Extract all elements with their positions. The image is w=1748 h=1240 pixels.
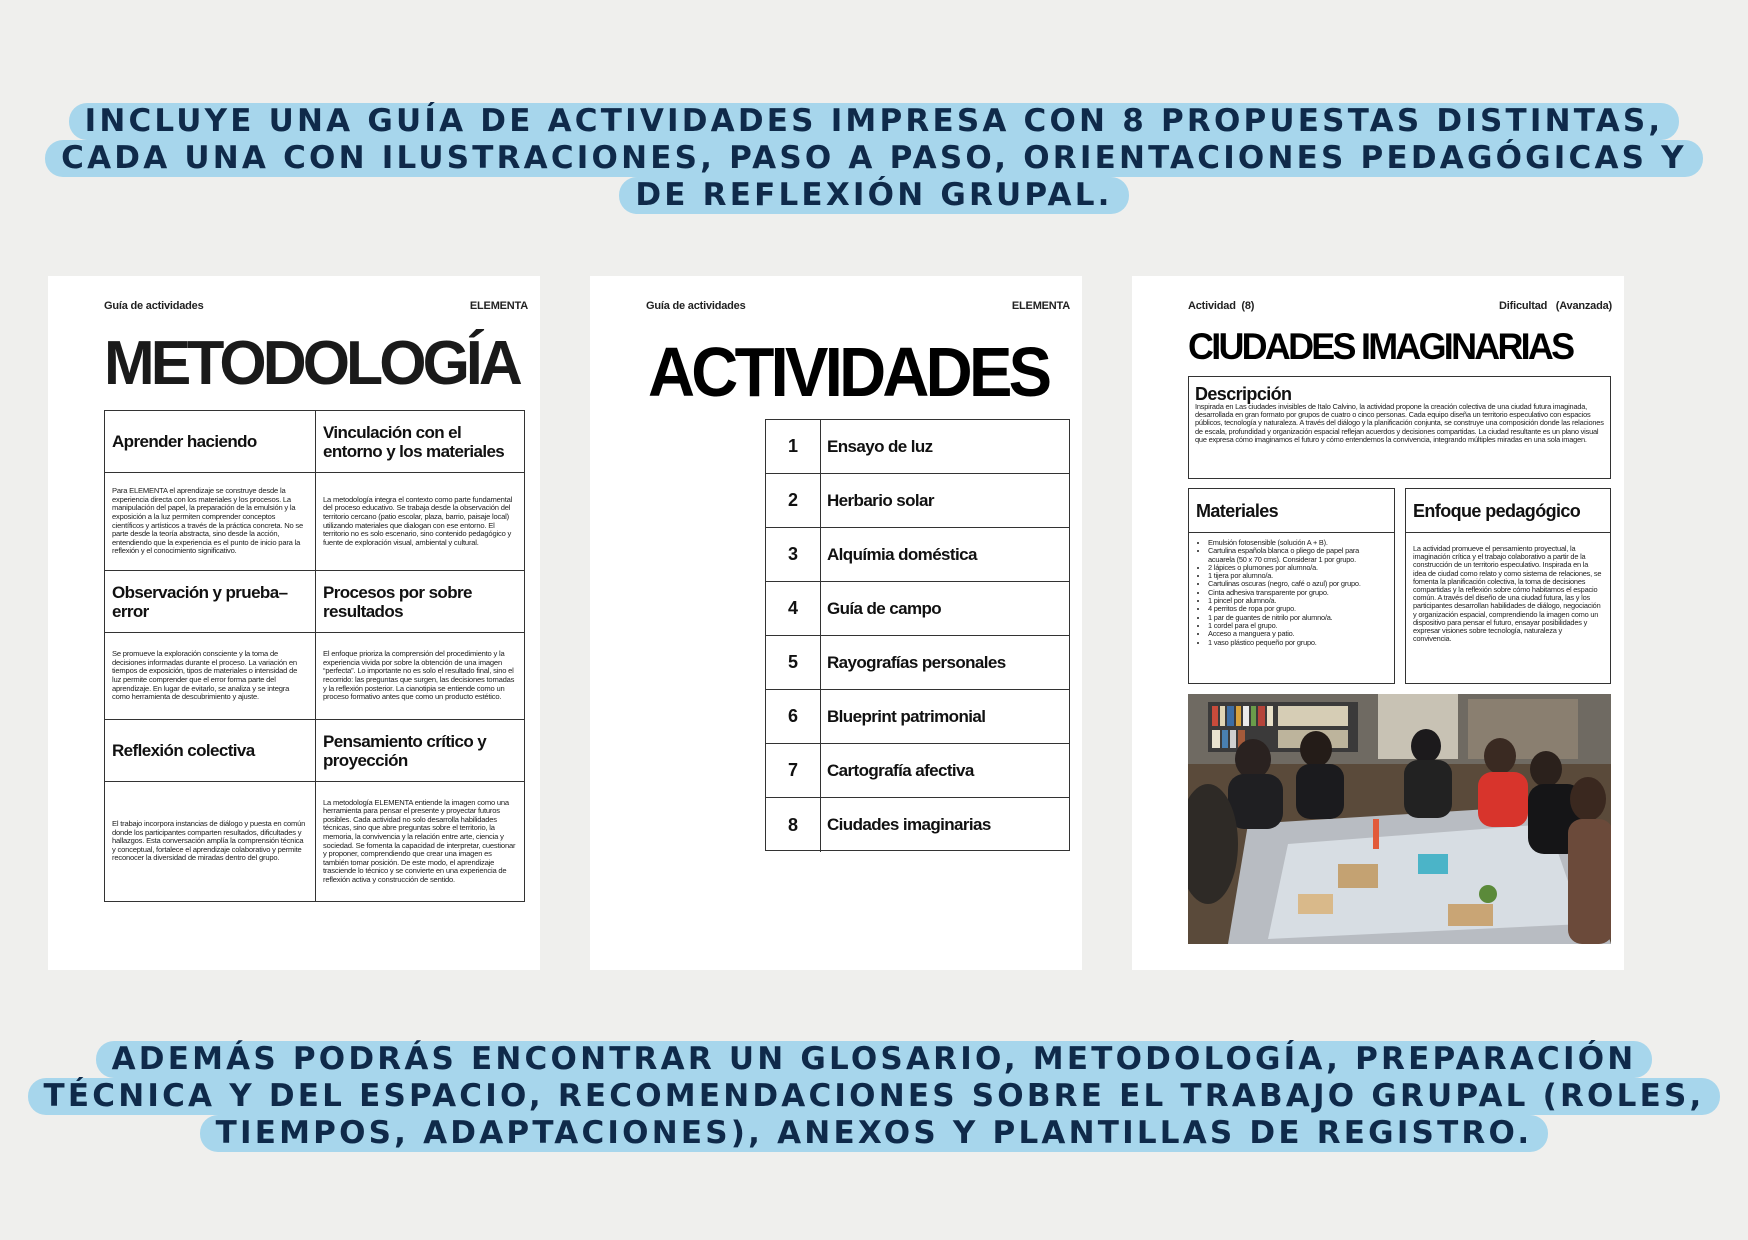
activity-row [766, 420, 1069, 474]
method-heading: Pensamiento crítico y proyección [316, 720, 524, 782]
activity-row [766, 474, 1069, 528]
page-header-left: Guía de actividades [104, 300, 204, 312]
activity-number: 1 [766, 420, 821, 473]
activity-number: 3 [766, 528, 821, 581]
page-actividades [590, 276, 1082, 970]
description-text: Inspirada en Las ciudades invisibles de Italo Calvino, la actividad propone la creación colectiva de una ciudad futura imaginada, desarrollada en gran formato por grupos de cuatro o cinco personas. Cada equipo diseña un territorio especulativo con espacios públicos, tecnología y naturaleza. A través del diálogo y la planificación conjunta, se construye una composición donde las relaciones de escala, profundidad y organización espacial reflejan acuerdos y decisiones compartidas. La ciudad resultante es un plano visual que expresa cómo imaginamos el futuro y cómo entendemos la convivencia, integrando múltiples miradas en una sola imagen. [1195, 402, 1604, 444]
method-text-content: La metodología integra el contexto como parte fundamental del proceso educativo. Se trabaja desde la observación del territorio cercano (patio escolar, plaza, barrio, paisaje local) utilizando materiales que dialogan con ese entorno. El territorio no es solo escenario, sino contenido pedagógico y fuente de exploración visual, ambiental y cultural. [323, 494, 513, 547]
banner-line: DE REFLEXIÓN GRUPAL. [619, 177, 1128, 214]
activity-row [766, 582, 1069, 636]
page-title: CIUDADES IMAGINARIAS [1188, 326, 1573, 367]
activity-number: 8 [766, 798, 821, 852]
materials-content [1189, 533, 1394, 653]
materials-list [1197, 539, 1386, 647]
banner-line: TÉCNICA Y DEL ESPACIO, RECOMENDACIONES SOBRE EL TRABAJO GRUPAL (ROLES, [28, 1078, 1721, 1115]
activity-label: Cartografía afectiva [827, 760, 974, 780]
method-text [105, 782, 316, 901]
activity-label: Alquímia doméstica [827, 544, 977, 564]
banner-line: CADA UNA CON ILUSTRACIONES, PASO A PASO, ORIENTACIONES PEDAGÓGICAS Y [45, 140, 1703, 177]
page-title: METODOLOGÍA [104, 329, 519, 398]
method-heading: Procesos por sobre resultados [316, 571, 524, 633]
approach-text: La actividad promueve el pensamiento proyectual, la imaginación crítica y el trabajo colaborativo a partir de la construcción de un territorio especulativo. Inspirada en la idea de ciudad como relato y como sistema de relaciones, se fomenta la planificación colectiva, la toma de decisiones compartidas y la reflexión sobre cómo habitamos el espacio común. A través del diseño de una ciudad futura, las y los participantes desarrollan habilidades de diálogo, negociación y organización espacial, comprendiendo la imagen como un dispositivo para pensar el futuro, ensayar posibilidades y expresar visiones sobre tecnología, naturaleza y convivencia. [1413, 544, 1602, 644]
description-title: Descripción [1195, 384, 1292, 404]
method-text [105, 633, 316, 720]
page-title: ACTIVIDADES [648, 333, 1049, 411]
activity-row [766, 636, 1069, 690]
material-item: • Cinta adhesiva transparente por grupo. [1208, 589, 1386, 597]
method-heading: Aprender haciendo [105, 411, 316, 473]
activity-label: Guía de campo [827, 598, 942, 618]
method-text-content: La metodología ELEMENTA entiende la imagen como una herramienta para pensar el presente y proyectar futuros posibles. Cada actividad no solo desarrolla habilidades técnicas, sino que abre preguntas sobre el territorio, la memoria, la convivencia y la relación entre arte, ciencia y sociedad. Se fomenta la capacidad de interpretar, cuestionar y proponer, comprendiendo que crear una imagen es también tomar posición. De este modo, el aprendizaje trasciende lo técnico y se convierte en una experiencia de reflexión activa y construcción de sentido. [323, 797, 516, 884]
method-heading: Observación y prueba–error [105, 571, 316, 633]
activity-label: Ensayo de luz [827, 436, 933, 456]
material-item: • Acceso a manguera y patio. [1208, 630, 1386, 638]
activity-number: 4 [766, 582, 821, 635]
activity-label: Blueprint patrimonial [827, 706, 986, 726]
workshop-photo [1188, 694, 1611, 944]
page-header-left: Actividad (8) [1188, 300, 1255, 312]
activity-number: 5 [766, 636, 821, 689]
activity-number: 2 [766, 474, 821, 527]
activity-row [766, 798, 1069, 852]
material-item: • 1 vaso plástico pequeño por grupo. [1208, 639, 1386, 647]
pedagogical-approach-box [1405, 488, 1611, 684]
banner-line: INCLUYE UNA GUÍA DE ACTIVIDADES IMPRESA CON 8 PROPUESTAS DISTINTAS, [69, 103, 1680, 140]
page-header-right: ELEMENTA [1011, 300, 1070, 312]
activity-label: Rayografías personales [827, 652, 1006, 672]
material-item: • 1 pincel por alumno/a. [1208, 597, 1386, 605]
banner-line: TIEMPOS, ADAPTACIONES), ANEXOS Y PLANTILLAS DE REGISTRO. [200, 1115, 1549, 1152]
material-item: • 1 par de guantes de nitrilo por alumno/a. [1208, 614, 1386, 622]
materials-box [1188, 488, 1395, 684]
activity-label: Ciudades imaginarias [827, 815, 991, 834]
page-header-right: ELEMENTA [469, 300, 528, 312]
top-banner [0, 103, 1748, 214]
activity-row [766, 690, 1069, 744]
page-header-left: Guía de actividades [646, 300, 746, 312]
activity-label: Herbario solar [827, 490, 934, 510]
material-item: • Cartulina española blanca o pliego de papel para acuarela (50 x 70 cms). Considerar 1 por grupo. [1208, 547, 1386, 564]
method-text [316, 473, 524, 571]
material-item: • Emulsión fotosensible (solución A + B). [1208, 539, 1386, 547]
activity-number: 7 [766, 744, 821, 797]
bottom-banner [0, 1041, 1748, 1152]
method-text-content: Se promueve la exploración consciente y la toma de decisiones informadas durante el proceso. La variación en tiempos de exposición, tipos de materiales o intensidad de luz permite comprender que el error forma parte del aprendizaje. En lugar de evitarlo, se analiza y se integra como herramienta de descubrimiento y ajuste. [112, 649, 298, 702]
material-item: • Cartulinas oscuras (negro, café o azul) por grupo. [1208, 580, 1386, 588]
activities-list [765, 419, 1070, 851]
material-item: • 2 lápices o plumones por alumno/a. [1208, 564, 1386, 572]
method-heading: Vinculación con el entorno y los materiales [316, 411, 524, 473]
shelf-right [1468, 699, 1578, 759]
methodology-grid [104, 410, 525, 902]
description-box [1188, 376, 1611, 479]
banner-line: ADEMÁS PODRÁS ENCONTRAR UN GLOSARIO, METODOLOGÍA, PREPARACIÓN [96, 1041, 1653, 1078]
page-header-right: Dificultad (Avanzada) [1499, 300, 1612, 312]
method-heading: Reflexión colectiva [105, 720, 316, 782]
activity-number: 6 [766, 690, 821, 743]
material-item: • 4 perritos de ropa por grupo. [1208, 605, 1386, 613]
material-item: • 1 cordel para el grupo. [1208, 622, 1386, 630]
method-text [316, 782, 524, 901]
page-metodologia [48, 276, 540, 970]
approach-title: Enfoque pedagógico [1406, 489, 1610, 533]
activity-row [766, 528, 1069, 582]
method-text-content: Para ELEMENTA el aprendizaje se construye desde la experiencia directa con los materiales y los procesos. La manipulación del papel, la preparación de la emulsión y la exposición a la luz permiten comprender conceptos científicos y artísticos a través de la práctica concreta. No se parte desde la teoría abstracta, sino desde la acción, entendiendo que la experiencia es el punto de inicio para la reflexión y el conocimiento significativo. [112, 486, 304, 556]
method-text [316, 633, 524, 720]
method-text-content: El enfoque prioriza la comprensión del procedimiento y la experiencia vivida por sobre la obtención de una imagen “perfecta”. Lo importante no es solo el resultado final, sino el recorrido: las preguntas que surgen, las decisiones tomadas y la reflexión posterior. La cianotipia se entiende como un proceso formativo antes que como un producto estético. [323, 649, 515, 702]
materials-title: Materiales [1189, 489, 1394, 533]
page-ciudades-imaginarias [1132, 276, 1624, 970]
method-text-content: El trabajo incorpora instancias de diálogo y puesta en común donde los participantes comparten resultados, dificultades y hallazgos. Esta conversación amplía la comprensión técnica y conceptual, fortalece el aprendizaje colaborativo y permite reconocer la diversidad de miradas dentro del grupo. [112, 819, 306, 863]
activity-row [766, 744, 1069, 798]
method-text [105, 473, 316, 571]
material-item: • 1 tijera por alumno/a. [1208, 572, 1386, 580]
